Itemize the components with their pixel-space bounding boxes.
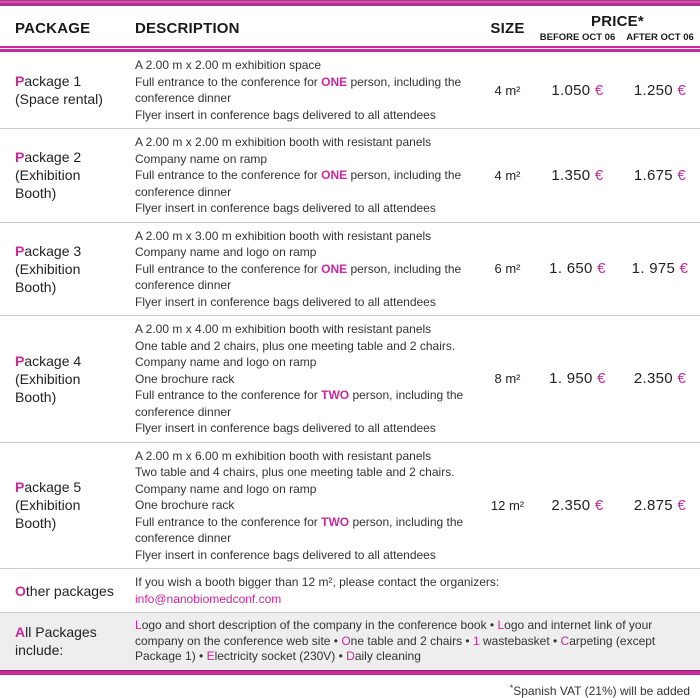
text-segment: Company name and logo on ramp xyxy=(135,481,317,496)
footnote-text: Spanish VAT (21%) will be added xyxy=(513,683,690,698)
size-value: 4 m² xyxy=(494,167,521,183)
text-segment: A 2.00 m x 4.00 m exhibition booth with resistant panels xyxy=(135,322,432,336)
text-segment: Full entrance to the conference for xyxy=(135,514,322,529)
text-segment: One brochure rack xyxy=(135,498,235,512)
price-before-cell xyxy=(535,370,620,387)
package-name-initial: O xyxy=(15,582,26,599)
column-header-price: PRICE* xyxy=(591,13,644,30)
description-line xyxy=(135,57,480,74)
package-subtitle: (Exhibition xyxy=(15,370,81,387)
description-line xyxy=(135,167,480,184)
package-name-rest: ackage 3 xyxy=(24,242,82,259)
accent-text: TWO xyxy=(321,388,350,402)
size-value: 8 m² xyxy=(494,371,521,387)
price-subheaders xyxy=(535,32,700,43)
text-segment: A 2.00 m x 2.00 m exhibition space xyxy=(135,58,322,72)
text-segment: A 2.00 m x 6.00 m exhibition booth with resistant panels xyxy=(135,448,432,463)
euro-symbol: € xyxy=(672,81,687,99)
text-segment: conference dinner xyxy=(135,278,232,292)
table-row xyxy=(0,223,700,317)
package-subtitle: (Exhibition xyxy=(15,497,81,514)
text-segment: wastebasket • xyxy=(479,633,561,648)
text-segment: Flyer insert in conference bags delivered to all attendees xyxy=(135,201,436,215)
price-amount: 1. 975 xyxy=(631,260,676,278)
description-line xyxy=(135,200,480,217)
package-cell xyxy=(0,72,135,108)
text-segment: Two table and 4 chairs, plus one meeting table and 2 chairs. xyxy=(135,465,455,479)
text-segment: ogo and internet link of your xyxy=(504,618,653,632)
column-header-before-oct: BEFORE OCT 06 xyxy=(539,32,616,43)
text-segment: Full entrance to the conference for xyxy=(135,168,322,182)
text-segment: Company name on ramp xyxy=(135,151,268,166)
description-cell xyxy=(135,618,700,665)
column-header-price-group xyxy=(535,13,700,43)
package-name-rest: ackage 5 xyxy=(24,479,82,496)
all-packages-row xyxy=(0,613,700,670)
table-row xyxy=(0,316,700,443)
text-segment: Package 1) • xyxy=(135,649,207,663)
text-segment: person, including the xyxy=(349,388,464,402)
package-name-initial: P xyxy=(15,242,25,259)
price-amount: 1. 650 xyxy=(549,260,593,278)
package-subtitle: (Exhibition xyxy=(15,260,81,277)
text-segment: company on the conference web site • xyxy=(135,633,342,648)
euro-symbol: € xyxy=(592,260,606,278)
package-name-rest: ackage 1 xyxy=(24,73,82,89)
package-name-rest: ackage 2 xyxy=(24,149,82,166)
description-line xyxy=(135,420,480,437)
text-segment: Full entrance to the conference for xyxy=(135,261,322,276)
description-line xyxy=(135,591,700,608)
description-line xyxy=(135,574,700,591)
package-subtitle: Booth) xyxy=(15,185,57,202)
package-cell xyxy=(0,478,135,532)
text-segment: conference dinner xyxy=(135,404,232,419)
package-subtitle: Booth) xyxy=(15,388,57,405)
column-header-package: PACKAGE xyxy=(15,19,91,37)
description-line xyxy=(135,634,700,650)
text-segment: conference dinner xyxy=(135,531,232,545)
description-line xyxy=(135,151,480,168)
text-segment: ogo and short description of the company in the conference book • xyxy=(141,618,498,632)
accent-text: D xyxy=(346,649,355,663)
accent-text: L xyxy=(135,618,142,632)
price-amount: 1.050 xyxy=(551,81,591,99)
text-segment: Company name and logo on ramp xyxy=(135,245,317,259)
text-segment: arpeting (except xyxy=(569,633,656,648)
package-cell xyxy=(0,582,135,600)
footnote xyxy=(0,675,700,698)
text-segment: Full entrance to the conference for xyxy=(135,74,322,89)
description-cell xyxy=(135,134,480,217)
package-subtitle: (Space rental) xyxy=(15,91,103,107)
text-segment: Flyer insert in conference bags delivered to all attendees xyxy=(135,421,436,435)
table-header xyxy=(0,6,700,46)
text-segment: A 2.00 m x 2.00 m exhibition booth with resistant panels xyxy=(135,135,432,149)
table-row xyxy=(0,52,700,129)
accent-text: C xyxy=(560,633,570,648)
description-line xyxy=(135,387,480,404)
package-name xyxy=(15,148,135,166)
description-line xyxy=(135,448,480,465)
package-name-rest: ackage 4 xyxy=(24,352,82,369)
description-line xyxy=(135,321,480,338)
package-cell xyxy=(0,623,135,659)
column-header-after-oct: AFTER OCT 06 xyxy=(626,32,694,43)
description-line xyxy=(135,371,480,388)
package-cell xyxy=(0,148,135,202)
text-segment: A 2.00 m x 3.00 m exhibition booth with resistant panels xyxy=(135,228,432,243)
package-cell xyxy=(0,242,135,296)
euro-symbol: € xyxy=(590,496,604,514)
price-before-cell xyxy=(535,260,620,277)
text-segment: If you wish a booth bigger than 12 m², please contact the organizers: xyxy=(135,575,500,589)
description-line xyxy=(135,134,480,151)
package-name-initial: A xyxy=(15,624,26,641)
price-amount: 2.875 xyxy=(633,496,673,514)
package-name xyxy=(15,72,135,90)
euro-symbol: € xyxy=(672,496,687,514)
price-after-cell xyxy=(620,82,700,99)
price-before-cell xyxy=(535,82,620,99)
package-cell xyxy=(0,352,135,406)
price-amount: 1. 950 xyxy=(549,370,593,388)
price-amount: 1.350 xyxy=(551,166,591,184)
column-header-size: SIZE xyxy=(490,19,525,37)
description-line xyxy=(135,90,480,107)
package-name-initial: P xyxy=(15,149,25,166)
text-segment: Full entrance to the conference for xyxy=(135,388,322,402)
euro-symbol: € xyxy=(590,81,604,99)
text-segment: person, including the xyxy=(347,261,462,276)
package-name-initial: P xyxy=(15,73,25,89)
package-rows xyxy=(0,52,700,670)
package-subtitle: Booth) xyxy=(15,278,57,295)
package-name xyxy=(15,352,135,370)
euro-symbol: € xyxy=(672,166,687,184)
size-value: 4 m² xyxy=(494,82,521,98)
package-name xyxy=(15,478,135,496)
euro-symbol: € xyxy=(592,370,606,388)
text-segment: One brochure rack xyxy=(135,371,235,386)
description-cell xyxy=(135,574,700,607)
text-segment: aily cleaning xyxy=(354,649,421,663)
price-amount: 1.250 xyxy=(633,81,673,99)
text-segment: Flyer insert in conference bags delivered to all attendees xyxy=(135,107,436,122)
description-line xyxy=(135,618,700,634)
text-segment: ne table and 2 chairs • xyxy=(350,633,473,648)
description-line xyxy=(135,294,480,311)
description-line xyxy=(135,228,480,245)
description-cell xyxy=(135,57,480,123)
package-subtitle: Booth) xyxy=(15,515,57,532)
text-segment: Flyer insert in conference bags delivered to all attendees xyxy=(135,547,436,562)
package-name-rest: ll Packages xyxy=(25,624,97,641)
price-amount: 2.350 xyxy=(633,370,673,388)
accent-text: ONE xyxy=(321,168,348,182)
euro-symbol: € xyxy=(590,166,604,184)
package-name xyxy=(15,242,135,260)
accent-text: TWO xyxy=(321,514,350,529)
text-segment: Company name and logo on ramp xyxy=(135,355,317,369)
column-header-description: DESCRIPTION xyxy=(135,19,240,37)
text-segment: One table and 2 chairs, plus one meeting table and 2 chairs. xyxy=(135,338,456,353)
price-after-cell xyxy=(620,167,700,184)
accent-text: ONE xyxy=(321,261,348,276)
text-segment: conference dinner xyxy=(135,91,232,105)
other-packages-row xyxy=(0,569,700,613)
description-line xyxy=(135,261,480,278)
size-value: 6 m² xyxy=(494,261,521,277)
text-segment: lectricity socket (230V) • xyxy=(214,649,347,663)
package-name xyxy=(15,623,135,641)
description-line xyxy=(135,277,480,294)
package-subtitle: include: xyxy=(15,642,64,659)
description-line xyxy=(135,464,480,481)
text-segment: person, including the xyxy=(347,168,462,182)
euro-symbol: € xyxy=(675,260,689,278)
description-line xyxy=(135,404,480,421)
description-cell xyxy=(135,448,480,564)
price-amount: 1.675 xyxy=(633,166,673,184)
package-name-rest: ther packages xyxy=(25,582,114,599)
price-before-cell xyxy=(535,167,620,184)
description-line xyxy=(135,184,480,201)
price-after-cell xyxy=(620,260,700,277)
price-before-cell xyxy=(535,497,620,514)
size-value: 12 m² xyxy=(490,497,525,513)
accent-text: ONE xyxy=(321,74,348,89)
description-line xyxy=(135,354,480,371)
price-amount: 2.350 xyxy=(551,496,591,514)
description-line xyxy=(135,338,480,355)
description-line xyxy=(135,530,480,547)
text-segment: person, including the xyxy=(349,514,464,529)
package-subtitle: (Exhibition xyxy=(15,167,81,184)
description-line xyxy=(135,497,480,514)
email-link[interactable]: info@nanobiomedconf.com xyxy=(135,591,282,606)
accent-text: L xyxy=(497,618,505,632)
description-line xyxy=(135,547,480,564)
description-line xyxy=(135,74,480,91)
description-line xyxy=(135,481,480,498)
accent-text: O xyxy=(341,633,351,648)
table-row xyxy=(0,443,700,570)
accent-text: 1 xyxy=(472,633,480,648)
price-after-cell xyxy=(620,497,700,514)
text-segment: person, including the xyxy=(347,74,462,89)
euro-symbol: € xyxy=(672,370,687,388)
description-line xyxy=(135,244,480,261)
price-after-cell xyxy=(620,370,700,387)
description-line xyxy=(135,107,480,124)
package-name-initial: P xyxy=(15,479,25,496)
package-name xyxy=(15,582,135,600)
text-segment: Flyer insert in conference bags delivered to all attendees xyxy=(135,294,436,309)
package-name-initial: P xyxy=(15,352,25,369)
footnote-asterisk: * xyxy=(509,682,514,693)
table-row xyxy=(0,129,700,223)
accent-text: E xyxy=(206,649,215,663)
text-segment: conference dinner xyxy=(135,184,232,199)
description-cell xyxy=(135,321,480,437)
description-cell xyxy=(135,228,480,311)
description-line xyxy=(135,514,480,531)
